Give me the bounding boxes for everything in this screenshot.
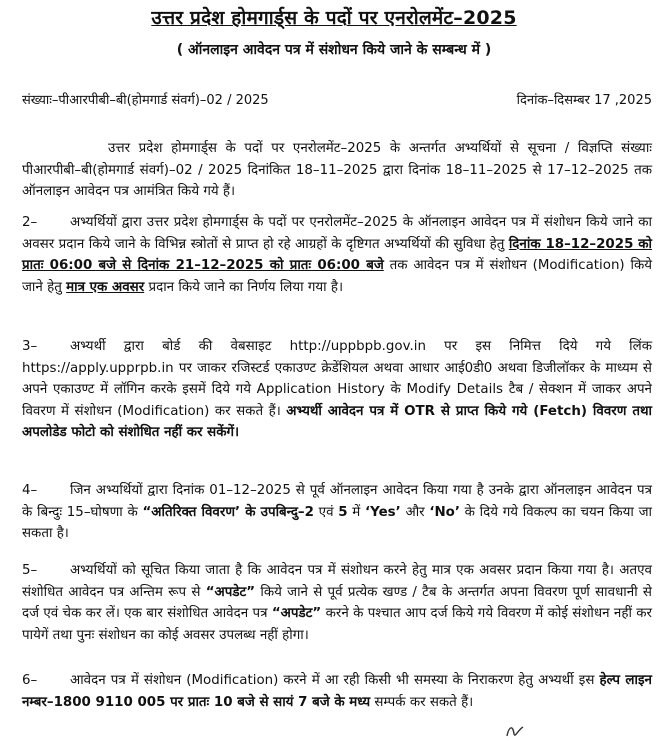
reference-line bbox=[22, 90, 652, 110]
paragraph-6-helpline: हेल्प लाइन नम्बर–1800 9110 005 पर प्रातः 10 बजे से सायं 7 बजे के मध्य bbox=[22, 673, 652, 710]
paragraph-5 bbox=[22, 560, 652, 646]
paragraph-2-number: 2– bbox=[22, 215, 38, 230]
paragraph-4-no: ‘No’ bbox=[429, 504, 460, 520]
paragraph-2 bbox=[22, 212, 652, 298]
paragraph-5-text-3: करने के पश्चात आप दर्ज किये गये विवरण में कोई संशोधन नहीं कर पायेगें तथा पुनः संशोधन का कोई अवसर उपलब्ध नहीं होगा। bbox=[22, 606, 653, 643]
paragraph-3-number: 3– bbox=[22, 339, 38, 354]
paragraph-4-text-2: एवं bbox=[318, 504, 334, 520]
paragraph-1 bbox=[22, 138, 652, 203]
paragraph-6-text-1: आवेदन पत्र में संशोधन (Modification) करने में आ रही किसी भी समस्या के निराकरण हेतु अभ्यर्थी इस bbox=[70, 673, 595, 688]
paragraph-2-date-range: दिनांक 18–12–2025 को प्रातः 06:00 बजे से दिनांक 21–12–2025 को प्रातः 06:00 बजे bbox=[22, 236, 652, 273]
paragraph-5-text-2: किये जाने से पूर्व प्रत्येक खण्ड / टैब के अन्तर्गत अपना विवरण पूर्ण सावधानी से दर्ज एवं चेक कर लें। एक बार संशोधित आवेदन पत्र bbox=[22, 584, 652, 621]
paragraph-6 bbox=[22, 670, 652, 713]
page-title: उत्तर प्रदेश होमगार्ड्स के पदों पर एनरोलमेंट–2025 bbox=[151, 7, 517, 29]
paragraph-2-text-3: प्रदान किये जाने का निर्णय लिया गया है। bbox=[148, 279, 344, 295]
paragraph-4-text-1: जिन अभ्यर्थियों द्वारा दिनांक 01–12–2025 से पूर्व ऑनलाइन आवेदन किया गया है उनके द्वारा ऑनलाइन आवेदन पत्र के बिन्दुः 15–घोषणा के bbox=[22, 483, 652, 520]
paragraph-2-one-chance: मात्र एक अवसर bbox=[66, 279, 145, 295]
paragraph-3-text-1: अभ्यर्थी द्वारा बोर्ड की वेबसाइट http://uppbpb.gov.in पर इस निमित्त दिये गये लिंक https://apply.upprpb.in पर जाकर रजिस्टर्ड एकाउण्ट क्रेडेंशियल अथवा आधार आई0डी0 अथवा डिजीलॉकर के माध्यम से अपने एकाउण्ट में लॉगिन करके इसमें दिये गये Application History के Modify Details टैब / सेक्शन में जाकर अपने विवरण में संशोधन (Modification) कर सकते हैं। bbox=[22, 339, 652, 419]
paragraph-5-text-1: अभ्यर्थियों को सूचित किया जाता है कि आवेदन पत्र में संशोधन करने हेतु मात्र एक अवसर प्रदान किया गया है। अतएव संशोधित आवेदन पत्र अन्तिम रूप से bbox=[22, 563, 652, 600]
paragraph-6-text-2: सम्पर्क कर सकते हैं। bbox=[374, 694, 474, 710]
paragraph-5-update-1: “अपडेट” bbox=[205, 584, 256, 600]
paragraph-4-additional-details: “अतिरिक्त विवरण’ के उपबिन्दु–2 bbox=[142, 504, 314, 520]
paragraph-3 bbox=[22, 336, 652, 444]
paragraph-3-warning: अभ्यर्थी आवेदन पत्र में OTR से प्राप्त किये गये (Fetch) विवरण तथा अपलोडेड फोटो को संशोधित नहीं कर सकेंगें। bbox=[22, 403, 652, 440]
paragraph-4-yes: ‘Yes’ bbox=[365, 504, 401, 520]
paragraph-4-text-5: के दिये गये विकल्प का चयन किया जा सकता है। bbox=[22, 504, 652, 541]
signature-stroke bbox=[504, 722, 526, 740]
paragraph-2-text-2: तक आवेदन पत्र में संशोधन (Modification) किये जाने हेतु bbox=[22, 258, 652, 295]
paragraph-2-text-1: अभ्यर्थियों द्वारा उत्तर प्रदेश होमगार्ड्स के पदों पर एनरोलमेंट–2025 के ऑनलाइन आवेदन पत्र में संशोधन किये जाने का अवसर प्रदान किये जाने के विभिन्न स्त्रोतों से प्राप्त हो रहे आग्रहों के दृष्टिगत अभ्यर्थियों की सुविधा हेतु bbox=[22, 215, 652, 252]
reference-number: संख्याः–पीआरपीबी–बी(होमगार्ड संवर्ग)–02 / 2025 bbox=[22, 93, 269, 108]
paragraph-4-text-3: में bbox=[352, 504, 361, 520]
paragraph-5-update-2: “अपडेट” bbox=[271, 606, 322, 621]
paragraph-4-number: 4– bbox=[22, 483, 38, 498]
paragraph-4-subpoint-5: 5 bbox=[338, 504, 348, 520]
paragraph-6-number: 6– bbox=[22, 673, 38, 688]
paragraph-4 bbox=[22, 480, 652, 545]
page-subtitle: ( ऑनलाइन आवेदन पत्र में संशोधन किये जाने के सम्बन्ध में ) bbox=[176, 42, 492, 58]
paragraph-4-text-4: और bbox=[405, 504, 425, 520]
paragraph-1-text: उत्तर प्रदेश होमगार्ड्स के पदों पर एनरोलमेंट–2025 के अन्तर्गत अभ्यर्थियों से सूचना / विज्ञप्ति संख्याः पीआरपीबी–बी(होमगार्ड संवर्ग)–02 / 2025 दिनांकित 18–11–2025 द्वारा दिनांक 18–11–2025 से 17–12–2025 तक ऑनलाइन आवेदन पत्र आमंत्रित किये गये हैं। bbox=[22, 141, 652, 199]
reference-date: दिनांक–दिसम्बर 17 ,2025 bbox=[516, 93, 652, 108]
paragraph-5-number: 5– bbox=[22, 563, 38, 578]
